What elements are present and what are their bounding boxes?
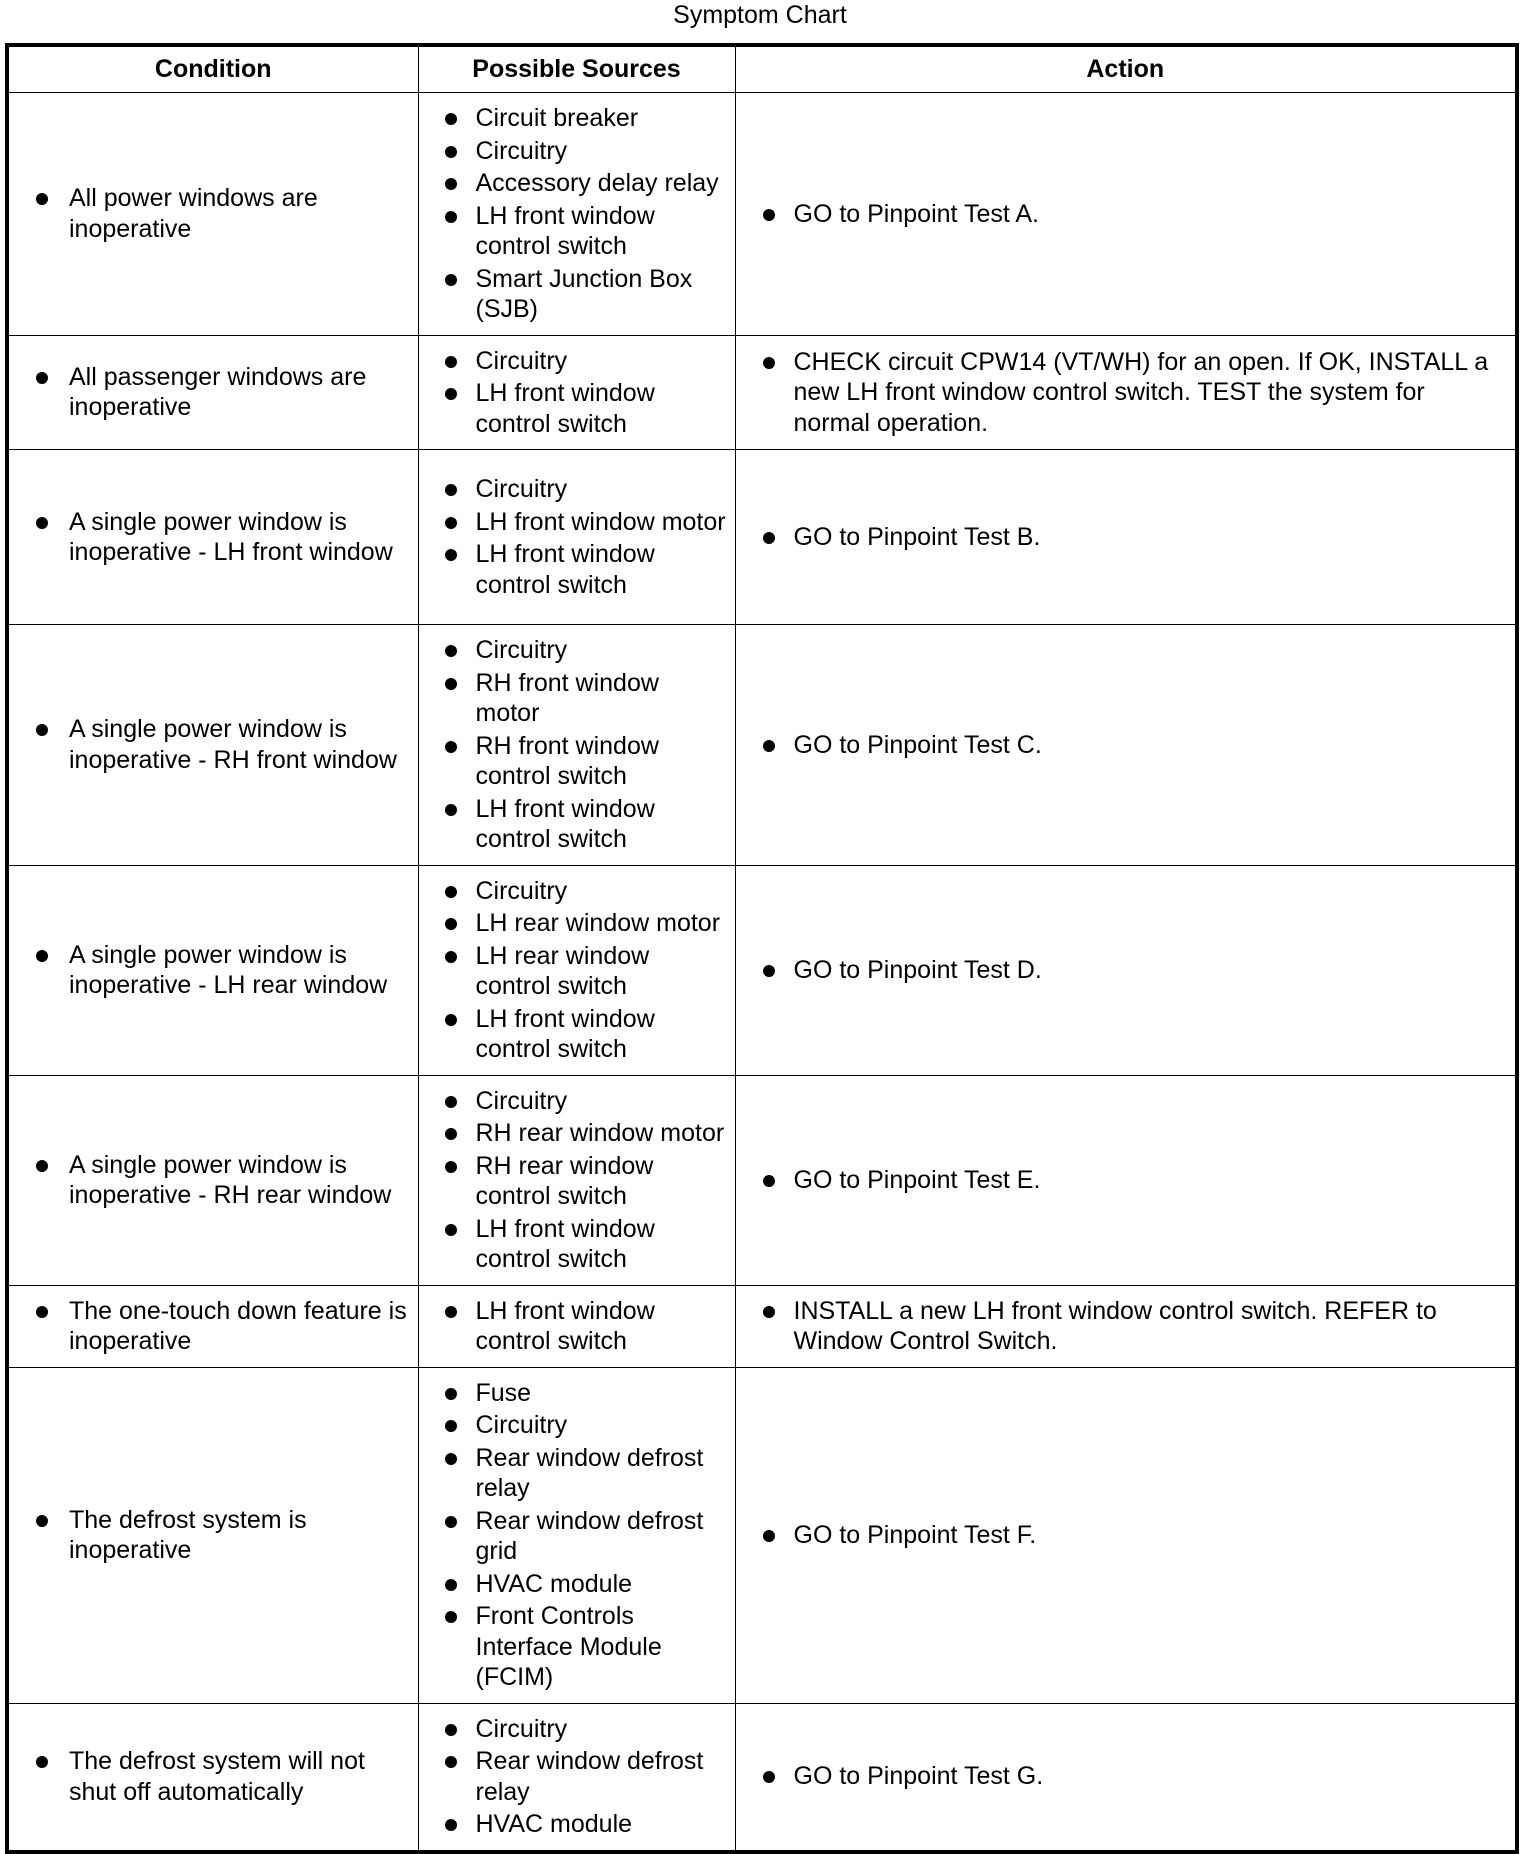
condition-cell (7, 625, 418, 866)
source-item: LH front window control switch (419, 201, 729, 262)
header-possible-sources: Possible Sources (418, 45, 735, 93)
condition-cell (7, 1075, 418, 1285)
source-item: Circuitry (419, 1714, 729, 1745)
condition-list (9, 1495, 418, 1576)
condition-list (9, 352, 418, 433)
source-item: RH rear window motor (419, 1118, 729, 1149)
possible-sources-cell (418, 93, 735, 336)
table-header-row (7, 45, 1517, 93)
action-cell (735, 1367, 1517, 1703)
condition-cell (7, 93, 418, 336)
condition-text: The defrost system is inoperative (9, 1505, 412, 1566)
action-list (736, 1510, 1516, 1561)
condition-cell (7, 450, 418, 625)
source-item: Rear window defrost relay (419, 1746, 729, 1807)
source-item: LH front window motor (419, 507, 729, 538)
action-text: GO to Pinpoint Test B. (736, 522, 1510, 553)
table-row (7, 625, 1517, 866)
page-title: Symptom Chart (673, 1, 847, 29)
condition-text: All power windows are inoperative (9, 183, 412, 244)
source-item: Circuitry (419, 346, 729, 377)
source-item: Circuitry (419, 1410, 729, 1441)
action-text: INSTALL a new LH front window control switch. REFER to Window Control Switch. (736, 1296, 1510, 1357)
source-item: Front Controls Interface Module (FCIM) (419, 1601, 729, 1693)
action-cell (735, 335, 1517, 450)
condition-list (9, 1286, 418, 1367)
action-list (736, 945, 1516, 996)
action-text: CHECK circuit CPW14 (VT/WH) for an open. If OK, INSTALL a new LH front window control switch. TEST the system for normal operation. (736, 347, 1510, 439)
condition-cell (7, 1367, 418, 1703)
sources-list (419, 93, 735, 335)
action-text: GO to Pinpoint Test F. (736, 1520, 1510, 1551)
source-item: LH front window control switch (419, 378, 729, 439)
action-cell (735, 625, 1517, 866)
condition-text: A single power window is inoperative - LH front window (9, 507, 412, 568)
source-item: LH rear window motor (419, 908, 729, 939)
source-item: LH front window control switch (419, 539, 729, 600)
condition-cell (7, 335, 418, 450)
possible-sources-cell (418, 625, 735, 866)
condition-list (9, 1140, 418, 1221)
source-item: RH front window control switch (419, 731, 729, 792)
action-list (736, 1155, 1516, 1206)
table-row (7, 93, 1517, 336)
source-item: Rear window defrost grid (419, 1506, 729, 1567)
source-item: Fuse (419, 1378, 729, 1409)
source-item: RH front window motor (419, 668, 729, 729)
source-item: LH front window control switch (419, 1296, 729, 1357)
condition-list (9, 497, 418, 578)
source-item: LH front window control switch (419, 1214, 729, 1275)
sources-list (419, 336, 735, 450)
condition-list (9, 704, 418, 785)
condition-cell (7, 1285, 418, 1367)
action-list (736, 189, 1516, 240)
action-cell (735, 1075, 1517, 1285)
action-cell (735, 1703, 1517, 1852)
condition-text: A single power window is inoperative - LH rear window (9, 940, 412, 1001)
possible-sources-cell (418, 1367, 735, 1703)
action-text: GO to Pinpoint Test G. (736, 1761, 1510, 1792)
action-list (736, 1286, 1516, 1367)
table-row (7, 1075, 1517, 1285)
sources-list (419, 1286, 735, 1367)
source-item: Circuitry (419, 136, 729, 167)
sources-list (419, 1368, 735, 1703)
source-item: Circuit breaker (419, 103, 729, 134)
action-text: GO to Pinpoint Test D. (736, 955, 1510, 986)
condition-text: The one-touch down feature is inoperative (9, 1296, 412, 1357)
source-item: Circuitry (419, 635, 729, 666)
source-item: LH rear window control switch (419, 941, 729, 1002)
action-cell (735, 865, 1517, 1075)
possible-sources-cell (418, 865, 735, 1075)
action-list (736, 512, 1516, 563)
possible-sources-cell (418, 335, 735, 450)
symptom-chart-table (5, 43, 1519, 1854)
possible-sources-cell (418, 1285, 735, 1367)
source-item: RH rear window control switch (419, 1151, 729, 1212)
sources-list (419, 866, 735, 1075)
action-cell (735, 1285, 1517, 1367)
source-item: HVAC module (419, 1569, 729, 1600)
source-item: Circuitry (419, 1086, 729, 1117)
condition-text: A single power window is inoperative - RH front window (9, 714, 412, 775)
source-item: Smart Junction Box (SJB) (419, 264, 729, 325)
sources-list (419, 1704, 735, 1850)
action-cell (735, 450, 1517, 625)
source-item: LH front window control switch (419, 794, 729, 855)
table-row (7, 335, 1517, 450)
action-text: GO to Pinpoint Test C. (736, 730, 1510, 761)
header-condition: Condition (7, 45, 418, 93)
condition-text: A single power window is inoperative - RH rear window (9, 1150, 412, 1211)
condition-list (9, 930, 418, 1011)
action-list (736, 720, 1516, 771)
table-row (7, 450, 1517, 625)
action-cell (735, 93, 1517, 336)
condition-list (9, 1736, 418, 1817)
action-list (736, 337, 1516, 449)
sources-list (419, 1076, 735, 1285)
condition-text: All passenger windows are inoperative (9, 362, 412, 423)
header-action: Action (735, 45, 1517, 93)
action-text: GO to Pinpoint Test A. (736, 199, 1510, 230)
source-item: HVAC module (419, 1809, 729, 1840)
table-row (7, 1703, 1517, 1852)
table-row (7, 865, 1517, 1075)
source-item: Accessory delay relay (419, 168, 729, 199)
source-item: LH front window control switch (419, 1004, 729, 1065)
possible-sources-cell (418, 1703, 735, 1852)
possible-sources-cell (418, 450, 735, 625)
condition-text: The defrost system will not shut off automatically (9, 1746, 412, 1807)
table-row (7, 1367, 1517, 1703)
source-item: Circuitry (419, 876, 729, 907)
source-item: Rear window defrost relay (419, 1443, 729, 1504)
source-item: Circuitry (419, 474, 729, 505)
sources-list (419, 625, 735, 865)
possible-sources-cell (418, 1075, 735, 1285)
condition-cell (7, 865, 418, 1075)
sources-list (419, 464, 735, 610)
table-row (7, 1285, 1517, 1367)
condition-list (9, 173, 418, 254)
action-list (736, 1751, 1516, 1802)
action-text: GO to Pinpoint Test E. (736, 1165, 1510, 1196)
condition-cell (7, 1703, 418, 1852)
table-body (7, 93, 1517, 1852)
